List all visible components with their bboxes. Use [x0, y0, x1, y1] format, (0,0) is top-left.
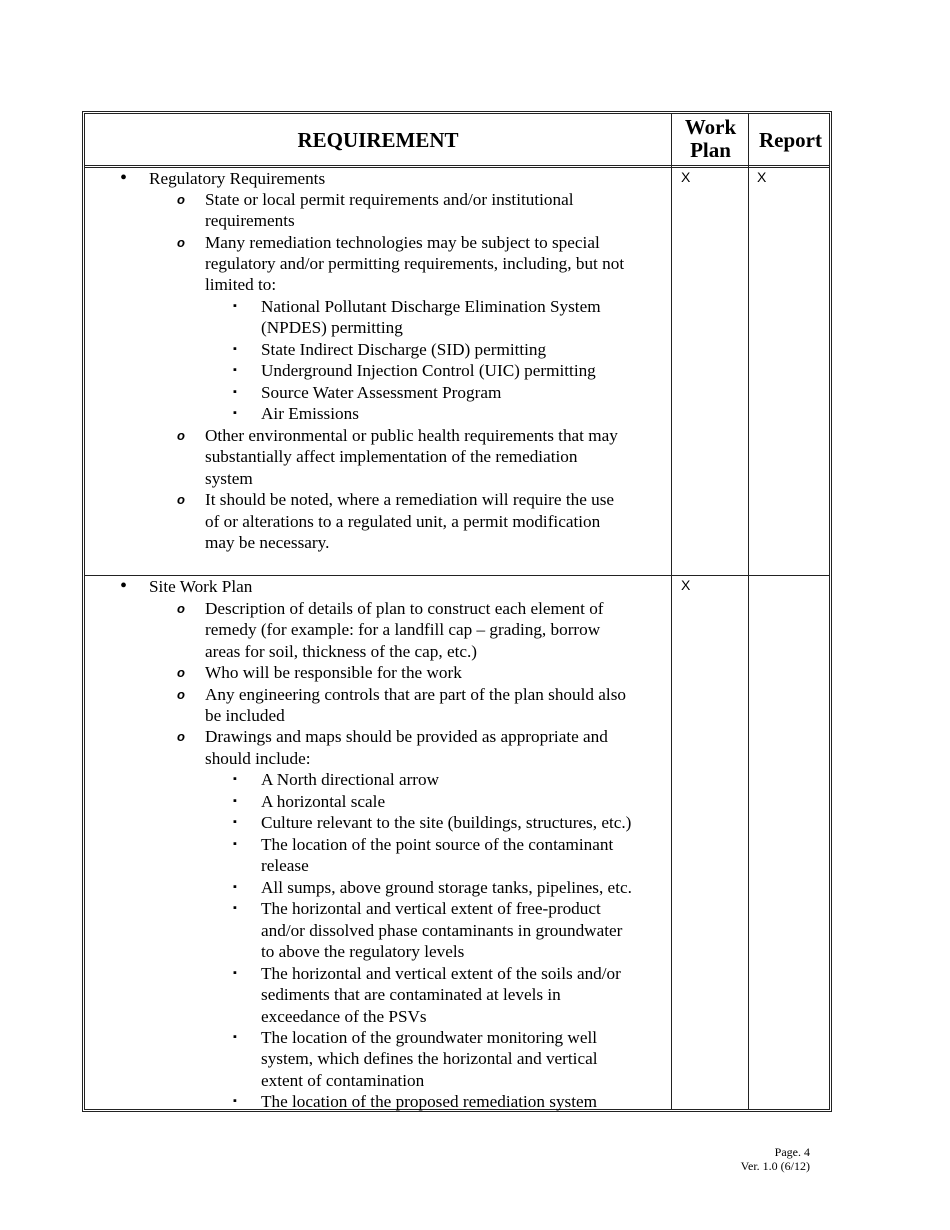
sub-bullet-icon: o: [177, 665, 185, 680]
column-divider: [748, 114, 749, 1109]
list-item: It should be noted, where a remediation will require the use: [205, 490, 615, 509]
list-item: (NPDES) permitting: [261, 318, 403, 337]
list-item: The horizontal and vertical extent of free-product: [261, 899, 601, 918]
list-item: sediments that are contaminated at levels in: [261, 985, 561, 1004]
list-item: The location of the groundwater monitoring well: [261, 1028, 598, 1047]
list-item: release: [261, 856, 309, 875]
sub-bullet-icon: o: [177, 235, 185, 250]
list-item: system: [205, 469, 253, 488]
list-item: The location of the point source of the contaminant: [261, 835, 614, 854]
sub-bullet-icon: o: [177, 601, 185, 616]
sub-bullet-icon: o: [177, 687, 185, 702]
list-item: The horizontal and vertical extent of the soils and/or: [261, 964, 621, 983]
list-item: limited to:: [205, 275, 277, 294]
version-label: Ver. 1.0 (6/12): [740, 1159, 810, 1173]
list-item: Air Emissions: [261, 404, 359, 423]
sub-bullet-icon: o: [177, 428, 185, 443]
header-requirement: REQUIREMENT: [297, 128, 459, 152]
row-title: Site Work Plan: [149, 577, 253, 596]
list-item: Other environmental or public health requirements that may: [205, 426, 618, 445]
list-item: Source Water Assessment Program: [261, 383, 502, 402]
sub-bullet-icon: o: [177, 492, 185, 507]
list-item: A horizontal scale: [261, 792, 386, 811]
list-item: Underground Injection Control (UIC) permitting: [261, 361, 596, 380]
list-item: A North directional arrow: [261, 770, 440, 789]
work-plan-mark: X: [681, 169, 691, 185]
list-item: may be necessary.: [205, 533, 330, 552]
list-item: Description of details of plan to construct each element of: [205, 599, 604, 618]
list-item: system, which defines the horizontal and vertical: [261, 1049, 598, 1068]
square-bullet-icon: ▪: [233, 407, 237, 419]
list-item: exceedance of the PSVs: [261, 1007, 427, 1026]
requirements-table: [82, 111, 832, 1112]
list-item: requirements: [205, 211, 295, 230]
list-item: of or alterations to a regulated unit, a permit modification: [205, 512, 601, 531]
header-report: Report: [759, 128, 822, 152]
column-divider: [671, 114, 672, 1109]
square-bullet-icon: ▪: [233, 967, 237, 979]
list-item: remedy (for example: for a landfill cap – grading, borrow: [205, 620, 601, 639]
list-item: Who will be responsible for the work: [205, 663, 462, 682]
square-bullet-icon: ▪: [233, 1095, 237, 1107]
list-item: Culture relevant to the site (buildings, structures, etc.): [261, 813, 632, 832]
square-bullet-icon: ▪: [233, 902, 237, 914]
square-bullet-icon: ▪: [233, 838, 237, 850]
square-bullet-icon: ▪: [233, 300, 237, 312]
square-bullet-icon: ▪: [233, 795, 237, 807]
list-item: State Indirect Discharge (SID) permitting: [261, 340, 547, 359]
list-item: Drawings and maps should be provided as appropriate and: [205, 727, 608, 746]
sub-bullet-icon: o: [177, 192, 185, 207]
square-bullet-icon: ▪: [233, 773, 237, 785]
square-bullet-icon: ▪: [233, 1031, 237, 1043]
square-bullet-icon: ▪: [233, 343, 237, 355]
list-item: State or local permit requirements and/or institutional: [205, 190, 574, 209]
sub-bullet-icon: o: [177, 729, 185, 744]
page-number: Page. 4: [774, 1145, 810, 1159]
list-item: should include:: [205, 749, 311, 768]
list-item: extent of contamination: [261, 1071, 425, 1090]
bullet-icon: •: [120, 167, 128, 189]
report-mark: X: [757, 169, 767, 185]
square-bullet-icon: ▪: [233, 364, 237, 376]
list-item: Many remediation technologies may be subject to special: [205, 233, 600, 252]
list-item: be included: [205, 706, 285, 725]
list-item: and/or dissolved phase contaminants in groundwater: [261, 921, 623, 940]
row-title: Regulatory Requirements: [149, 169, 326, 188]
square-bullet-icon: ▪: [233, 816, 237, 828]
work-plan-mark: X: [681, 577, 691, 593]
list-item: Any engineering controls that are part of the plan should also: [205, 685, 626, 704]
bullet-icon: •: [120, 575, 128, 597]
list-item: areas for soil, thickness of the cap, etc.): [205, 642, 478, 661]
list-item: National Pollutant Discharge Elimination System: [261, 297, 601, 316]
square-bullet-icon: ▪: [233, 881, 237, 893]
list-item: substantially affect implementation of the remediation: [205, 447, 578, 466]
square-bullet-icon: ▪: [233, 386, 237, 398]
list-item: regulatory and/or permitting requirements, including, but not: [205, 254, 625, 273]
header-work-plan: Work Plan: [684, 115, 737, 162]
list-item: The location of the proposed remediation system: [261, 1092, 598, 1111]
list-item: All sumps, above ground storage tanks, pipelines, etc.: [261, 878, 632, 897]
list-item: to above the regulatory levels: [261, 942, 465, 961]
